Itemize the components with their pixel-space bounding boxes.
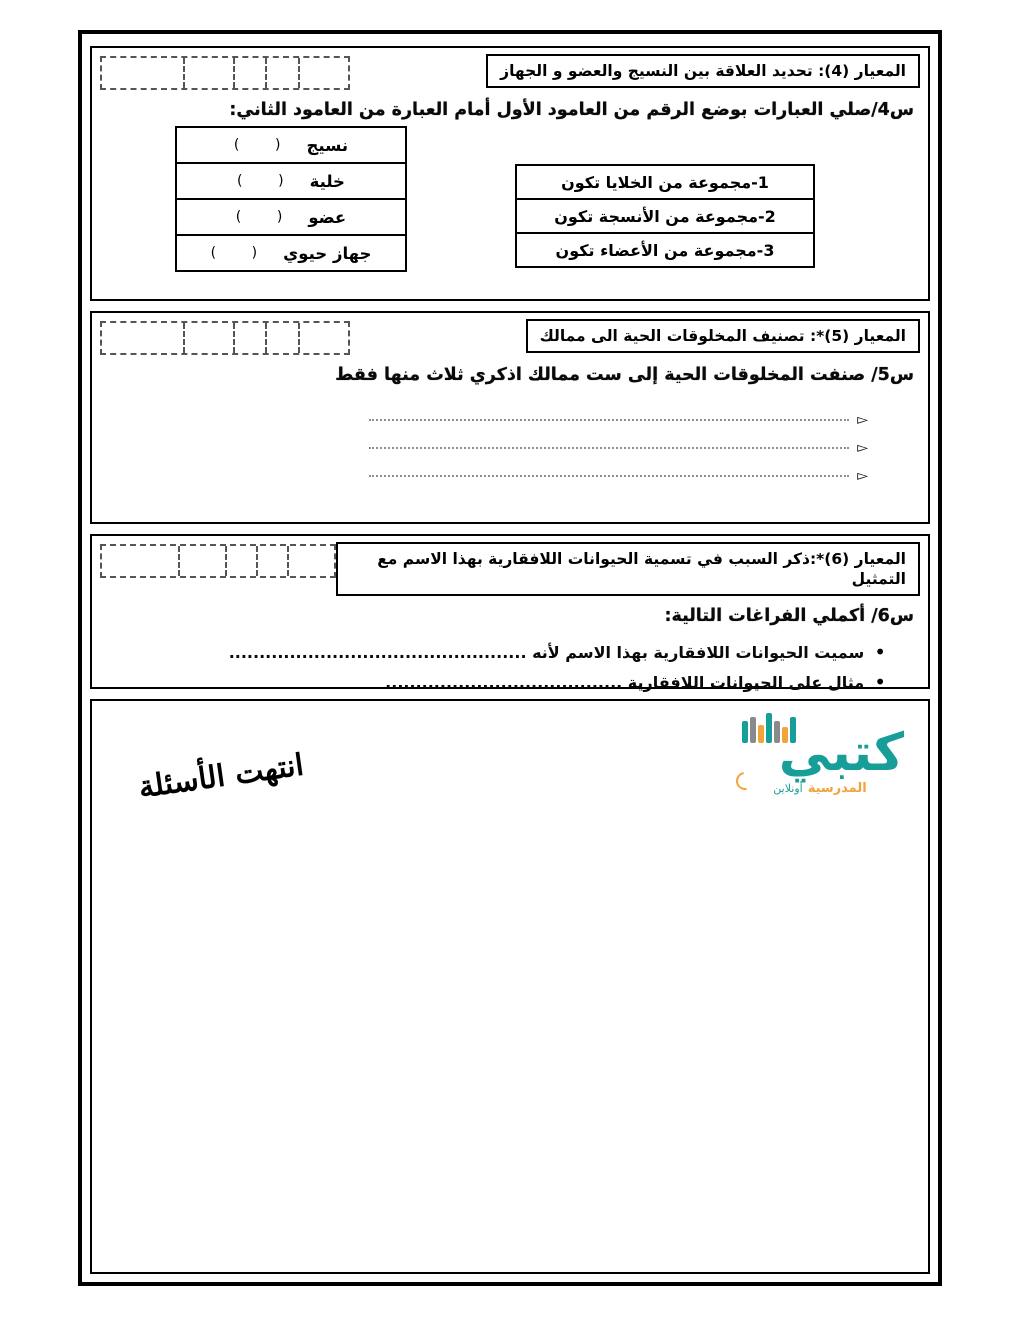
standard-6-label: المعيار (6)*:ذكر السبب في تسمية الحيوانات اللافقارية بهذا الاسم مع التمثيل	[336, 542, 920, 596]
score-cell	[102, 546, 180, 576]
question-4-text: س4/صلي العبارات بوضع الرقم من العامود الأول أمام العبارة من العامود الثاني:	[229, 100, 914, 120]
score-cell	[185, 58, 235, 88]
term-row	[175, 162, 407, 200]
logo-title: كتبي	[778, 723, 904, 783]
term-label: جهاز حيوي	[283, 243, 372, 263]
phrase-row: 2-مجموعة من الأنسجة تكون	[515, 198, 815, 234]
answer-line	[369, 475, 849, 477]
logo-subtitle	[773, 781, 866, 796]
term-label: نسيج	[306, 135, 349, 155]
arrow-bullet-icon: ▻	[857, 411, 868, 428]
terms-column	[175, 126, 407, 272]
section-standard-6	[90, 534, 930, 695]
bullet-dot-icon: •	[874, 640, 886, 665]
term-label: خلية	[309, 171, 345, 191]
score-cell	[300, 58, 348, 88]
bullet-dot-icon: •	[874, 670, 886, 695]
book-bar	[750, 717, 756, 743]
score-cell	[235, 58, 268, 88]
arrow-bullet-icon: ▻	[857, 467, 868, 484]
fill-blanks-list	[100, 640, 920, 695]
score-cell	[300, 323, 348, 353]
term-label: عضو	[308, 207, 347, 227]
score-strip-6	[100, 544, 336, 578]
score-cell	[267, 323, 300, 353]
score-strip-4	[100, 56, 350, 90]
score-cell	[185, 323, 235, 353]
term-row	[175, 198, 407, 236]
question-5-text: س5/ صنفت المخلوقات الحية إلى ست ممالك اذكري ثلاث منها فقط	[335, 365, 914, 385]
arrow-bullet-icon: ▻	[857, 439, 868, 456]
standard-6-header	[100, 542, 920, 596]
answer-row	[100, 469, 920, 482]
fill-blank-item	[100, 640, 886, 665]
answer-line	[369, 419, 849, 421]
book-bar	[758, 725, 764, 743]
question-6-text: س6/ أكملي الفراغات التالية:	[664, 606, 914, 627]
answer-line	[369, 447, 849, 449]
phrase-row: 1-مجموعة من الخلايا تكون	[515, 164, 815, 200]
standard-5-header	[100, 319, 920, 355]
score-cell	[102, 58, 185, 88]
section-standard-5	[90, 311, 930, 524]
fill-blank-text: مثال على الحيوانات اللافقارية .......................................	[385, 672, 865, 692]
book-bar	[766, 713, 772, 743]
matching-area	[100, 120, 920, 272]
score-cell	[102, 323, 185, 353]
kotobi-logo	[734, 709, 906, 796]
answer-lines	[100, 413, 920, 482]
score-cell	[258, 546, 289, 576]
answer-slot: ( )	[237, 173, 284, 189]
answer-row	[100, 413, 920, 426]
answer-slot: ( )	[233, 137, 281, 153]
score-cell	[180, 546, 227, 576]
logo-subtitle-primary: المدرسية	[807, 781, 867, 796]
answer-slot: ( )	[235, 209, 283, 225]
score-cell	[235, 323, 268, 353]
book-bar	[742, 721, 748, 743]
score-cell	[289, 546, 334, 576]
logo-subtitle-secondary: أونلاين	[773, 782, 803, 795]
standard-5-label: المعيار (5)*: تصنيف المخلوقات الحية الى ممالك	[526, 319, 920, 353]
end-of-questions-text: انتهت الأسئلة	[136, 747, 306, 806]
fill-blank-item	[100, 670, 886, 695]
section-standard-4	[90, 46, 930, 301]
term-row	[175, 126, 407, 164]
answer-row	[100, 441, 920, 454]
page-frame	[78, 30, 942, 1286]
phrases-column	[515, 164, 815, 268]
footer-section	[90, 699, 930, 1274]
phrase-row: 3-مجموعة من الأعضاء تكون	[515, 232, 815, 268]
score-cell	[267, 58, 300, 88]
score-cell	[227, 546, 258, 576]
fill-blank-text: سميت الحيوانات اللافقارية بهذا الاسم لأنه .................................................	[228, 642, 865, 662]
score-strip-5	[100, 321, 350, 355]
term-row	[175, 234, 407, 272]
standard-4-label: المعيار (4): تحديد العلاقة بين النسيج والعضو و الجهاز	[486, 54, 920, 88]
swoosh-icon	[732, 768, 757, 793]
answer-slot: ( )	[210, 245, 258, 261]
standard-4-header	[100, 54, 920, 90]
